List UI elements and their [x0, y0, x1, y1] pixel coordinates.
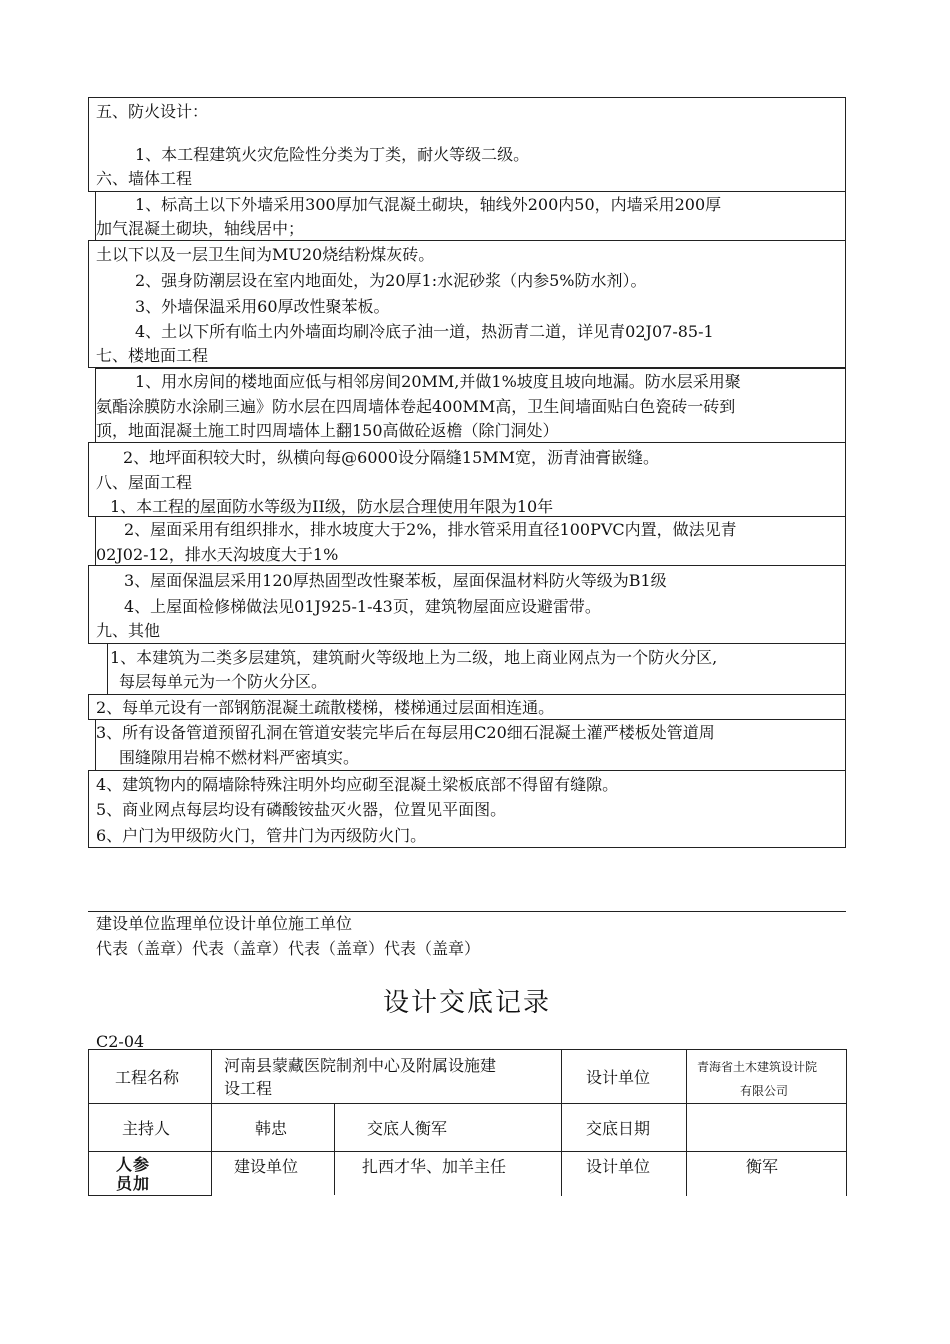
floor-heading: 七、楼地面工程	[96, 346, 209, 365]
fire-heading: 五、防火设计：	[96, 102, 209, 121]
table-col-1	[211, 1049, 212, 1196]
roof-heading: 八、屋面工程	[96, 473, 193, 492]
table-col-4	[686, 1049, 687, 1196]
table-col-5	[846, 1049, 847, 1196]
build-unit-people: 扎西才华、加羊主任	[362, 1157, 507, 1176]
table-line-top	[88, 1049, 846, 1050]
floor-item-1c: 顶，地面混凝土施工时四周墙体上翻150高做砼返檐（除门洞处）	[96, 421, 559, 440]
record-title: 设计交底记录	[383, 988, 552, 1018]
label-build-unit: 建设单位	[234, 1157, 299, 1176]
wall-item-1b: 加气混凝土砌块，轴线居中；	[96, 219, 305, 238]
signature-divider	[88, 911, 846, 912]
record-code: C2-04	[96, 1032, 145, 1051]
fire-item-1: 1、本工程建筑火灾危险性分类为丁类，耐火等级二级。	[135, 145, 530, 164]
label-host: 主持人	[122, 1119, 171, 1138]
wall-item-1c: 土以下以及一层卫生间为MU20烧结粉煤灰砖。	[96, 245, 435, 264]
table-col-0	[88, 1049, 89, 1196]
design-unit-people: 衡军	[746, 1157, 779, 1176]
other-item-3a: 3、所有设备管道预留孔洞在管道安装完毕后在每层用C20细石混凝土灌严楼板处管道周	[96, 723, 715, 742]
signature-units: 建设单位监理单位设计单位施工单位	[96, 914, 353, 933]
signature-reps: 代表（盖章）代表（盖章）代表（盖章）代表（盖章）	[96, 939, 481, 958]
table-line-bottom	[88, 1195, 212, 1196]
label-participants-a: 人参	[116, 1155, 151, 1174]
other-item-1b: 每层每单元为一个防火分区。	[119, 672, 328, 691]
table-col-2	[334, 1103, 335, 1195]
other-heading: 九、其他	[96, 621, 161, 640]
table-line-r2	[88, 1151, 846, 1152]
project-name-line2: 设工程	[224, 1079, 273, 1098]
label-design-unit: 设计单位	[586, 1068, 651, 1087]
label-design-unit-2: 设计单位	[586, 1157, 651, 1176]
table-line-r1	[88, 1103, 846, 1104]
wall-item-3: 3、外墙保温采用60厚改性聚苯板。	[135, 297, 390, 316]
table-col-3	[561, 1049, 562, 1196]
roof-item-4: 4、上屋面检修梯做法见01J925-1-43页，建筑物屋面应设避雷带。	[124, 597, 601, 616]
other-item-6: 6、户门为甲级防火门，管井门为丙级防火门。	[96, 826, 427, 845]
design-unit-line2: 有限公司	[740, 1084, 789, 1098]
other-item-1a: 1、本建筑为二类多层建筑，建筑耐火等级地上为二级，地上商业网点为一个防火分区,	[110, 648, 718, 667]
presenter: 交底人衡军	[367, 1119, 448, 1138]
label-project-name: 工程名称	[115, 1068, 180, 1087]
wall-item-2: 2、强身防潮层设在室内地面处，为20厚1:水泥砂浆（内参5%防水剂）。	[135, 271, 647, 290]
host-name: 韩忠	[255, 1119, 288, 1138]
design-unit-line1: 青海省土木建筑设计院	[697, 1060, 818, 1074]
floor-item-1a: 1、用水房间的楼地面应低与相邻房间20MM,并做1%坡度且坡向地漏。防水层采用聚	[135, 372, 741, 391]
roof-item-1: 1、本工程的屋面防水等级为II级，防水层合理使用年限为10年	[110, 497, 554, 516]
label-participants-b: 员加	[116, 1174, 151, 1193]
wall-item-1a: 1、标高土以下外墙采用300厚加气混凝土砌块，轴线外200内50，内墙采用200厚	[135, 195, 722, 214]
floor-item-1b: 氨酯涂膜防水涂刷三遍》防水层在四周墙体卷起400MM高，卫生间墙面贴白色瓷砖一砖到	[96, 397, 736, 416]
roof-item-3: 3、屋面保温层采用120厚热固型改性聚苯板，屋面保温材料防火等级为B1级	[124, 571, 667, 590]
wall-item-4: 4、土以下所有临土内外墙面均刷冷底子油一道，热沥青二道，详见青02J07-85-1	[135, 322, 714, 341]
wall-heading: 六、墙体工程	[96, 169, 193, 188]
other-item-5: 5、商业网点每层均设有磷酸铵盐灭火器，位置见平面图。	[96, 800, 507, 819]
other-item-2: 2、每单元设有一部钢筋混凝土疏散楼梯，楼梯通过层面相连通。	[96, 698, 555, 717]
label-date: 交底日期	[586, 1119, 651, 1138]
other-item-4: 4、建筑物内的隔墙除特殊注明外均应砌至混凝土梁板底部不得留有缝隙。	[96, 775, 619, 794]
other-item-3b: 围缝隙用岩棉不燃材料严密填实。	[119, 748, 360, 767]
roof-item-2b: 02J02-12，排水天沟坡度大于1%	[96, 545, 339, 564]
floor-item-2: 2、地坪面积较大时，纵横向每@6000设分隔缝15MM宽，沥青油膏嵌缝。	[123, 448, 660, 467]
project-name-line1: 河南县蒙藏医院制剂中心及附属设施建	[224, 1056, 497, 1075]
roof-item-2a: 2、屋面采用有组织排水，排水坡度大于2%，排水管采用直径100PVC内置，做法见青	[124, 520, 737, 539]
